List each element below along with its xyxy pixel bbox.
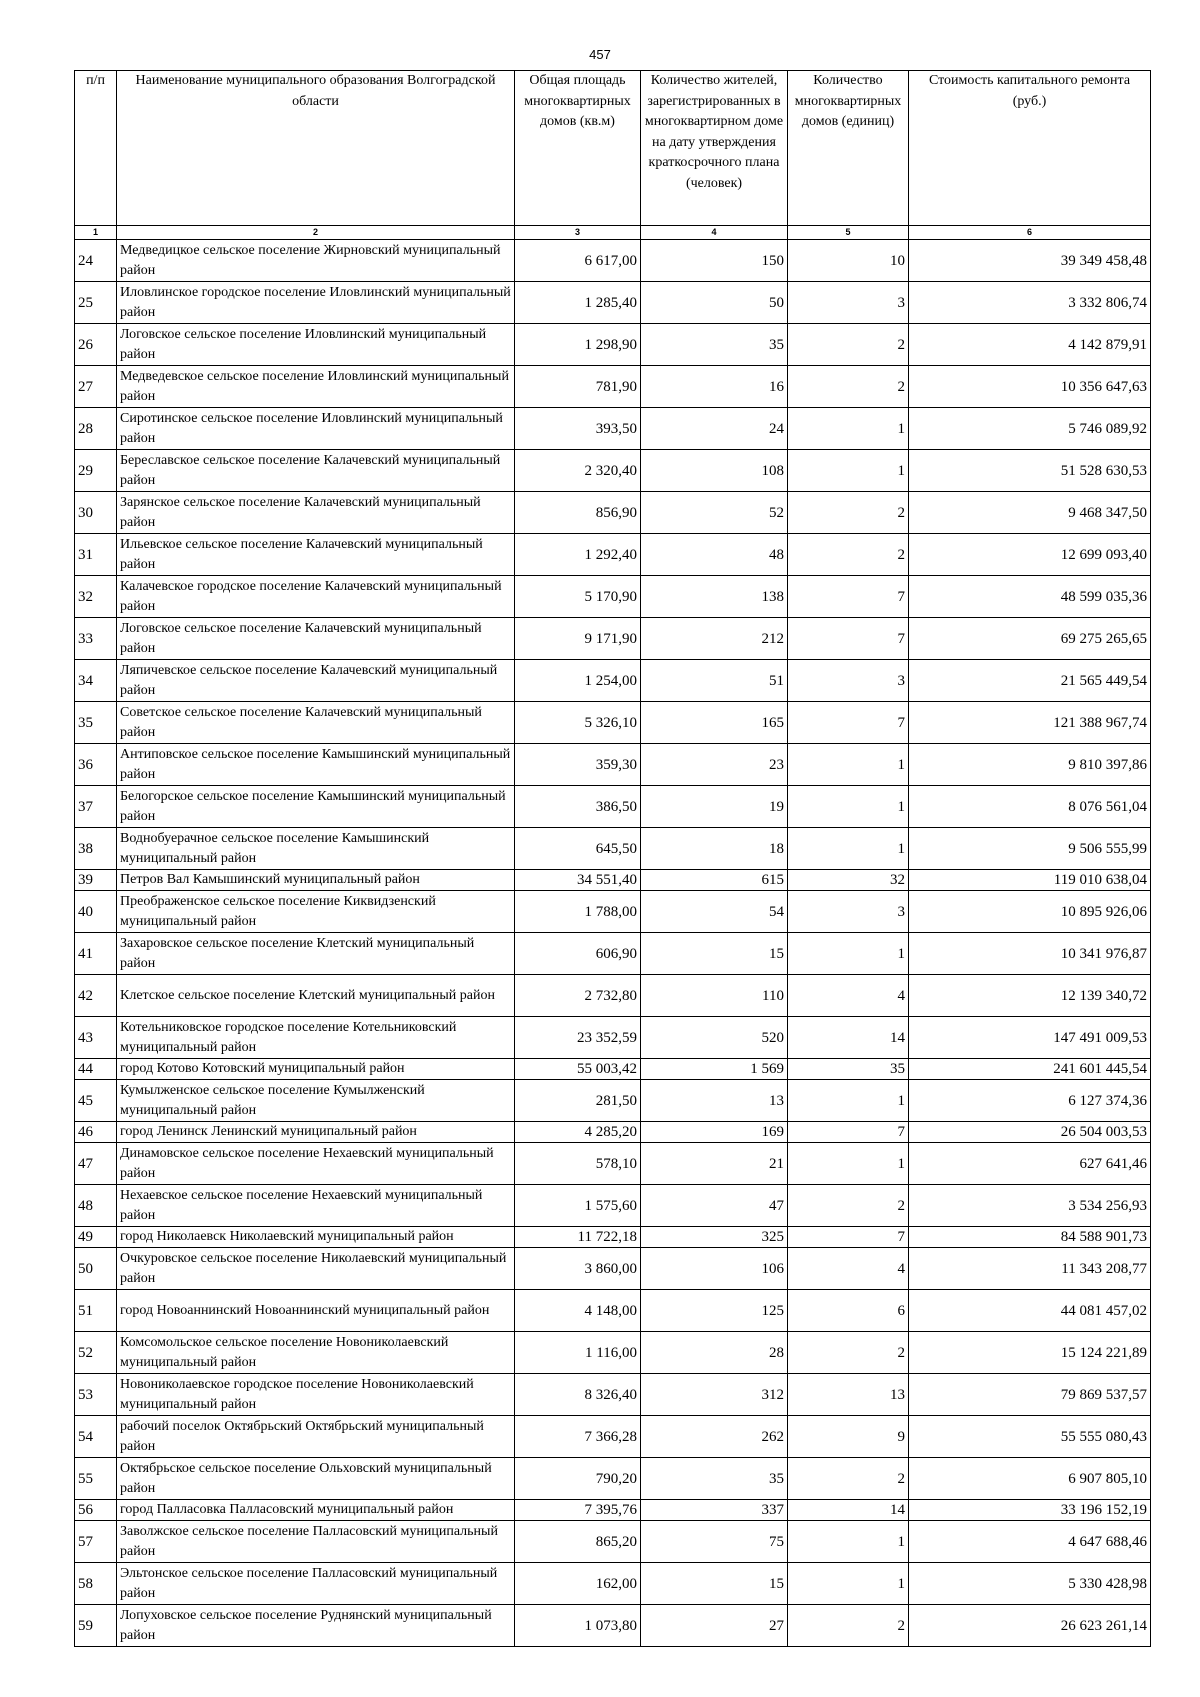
municipality-cell: Кумылженское сельское поселение Кумылженский муниципальный район <box>117 1080 515 1122</box>
houses-cell: 1 <box>788 828 909 870</box>
page-number: 457 <box>589 47 611 62</box>
residents-cell: 23 <box>641 744 788 786</box>
cost-cell: 33 196 152,19 <box>909 1500 1151 1521</box>
area-cell: 359,30 <box>515 744 641 786</box>
area-cell: 781,90 <box>515 366 641 408</box>
area-cell: 1 788,00 <box>515 891 641 933</box>
cost-cell: 10 356 647,63 <box>909 366 1151 408</box>
municipality-cell: рабочий поселок Октябрьский Октябрьский муниципальный район <box>117 1416 515 1458</box>
municipality-cell: город Палласовка Палласовский муниципальный район <box>117 1500 515 1521</box>
table-row <box>75 492 1151 534</box>
cost-cell: 84 588 901,73 <box>909 1227 1151 1248</box>
municipality-cell: Лопуховское сельское поселение Руднянский муниципальный район <box>117 1605 515 1647</box>
residents-cell: 110 <box>641 975 788 1017</box>
row-index-cell: 30 <box>75 492 117 534</box>
area-cell: 162,00 <box>515 1563 641 1605</box>
row-index-cell: 31 <box>75 534 117 576</box>
cost-cell: 11 343 208,77 <box>909 1248 1151 1290</box>
area-cell: 4 285,20 <box>515 1122 641 1143</box>
row-index-cell: 29 <box>75 450 117 492</box>
row-index-cell: 53 <box>75 1374 117 1416</box>
residents-cell: 75 <box>641 1521 788 1563</box>
municipality-cell: Ляпичевское сельское поселение Калачевский муниципальный район <box>117 660 515 702</box>
municipality-cell: Котельниковское городское поселение Котельниковский муниципальный район <box>117 1017 515 1059</box>
area-cell: 4 148,00 <box>515 1290 641 1332</box>
table-row <box>75 1416 1151 1458</box>
municipality-cell: Петров Вал Камышинский муниципальный район <box>117 870 515 891</box>
cost-cell: 15 124 221,89 <box>909 1332 1151 1374</box>
municipality-cell: Белогорское сельское поселение Камышинский муниципальный район <box>117 786 515 828</box>
table-row <box>75 1374 1151 1416</box>
table-row <box>75 744 1151 786</box>
cost-cell: 147 491 009,53 <box>909 1017 1151 1059</box>
houses-cell: 7 <box>788 1227 909 1248</box>
table-row <box>75 1227 1151 1248</box>
column-number: 5 <box>788 226 909 240</box>
municipality-cell: Захаровское сельское поселение Клетский муниципальный район <box>117 933 515 975</box>
area-cell: 6 617,00 <box>515 240 641 282</box>
houses-cell: 7 <box>788 702 909 744</box>
table-row <box>75 282 1151 324</box>
municipality-cell: город Николаевск Николаевский муниципальный район <box>117 1227 515 1248</box>
residents-cell: 150 <box>641 240 788 282</box>
row-index-cell: 24 <box>75 240 117 282</box>
houses-cell: 7 <box>788 1122 909 1143</box>
area-cell: 7 395,76 <box>515 1500 641 1521</box>
residents-cell: 19 <box>641 786 788 828</box>
residents-cell: 54 <box>641 891 788 933</box>
cost-cell: 9 810 397,86 <box>909 744 1151 786</box>
row-index-cell: 42 <box>75 975 117 1017</box>
area-cell: 386,50 <box>515 786 641 828</box>
residents-cell: 18 <box>641 828 788 870</box>
residents-cell: 520 <box>641 1017 788 1059</box>
cost-cell: 48 599 035,36 <box>909 576 1151 618</box>
cost-cell: 121 388 967,74 <box>909 702 1151 744</box>
houses-cell: 14 <box>788 1017 909 1059</box>
municipality-cell: Нехаевское сельское поселение Нехаевский муниципальный район <box>117 1185 515 1227</box>
table-row <box>75 240 1151 282</box>
column-number: 4 <box>641 226 788 240</box>
houses-cell: 1 <box>788 1521 909 1563</box>
residents-cell: 108 <box>641 450 788 492</box>
table-row <box>75 450 1151 492</box>
residents-cell: 27 <box>641 1605 788 1647</box>
table-row <box>75 1332 1151 1374</box>
table-row <box>75 1080 1151 1122</box>
municipality-cell: город Ленинск Ленинский муниципальный район <box>117 1122 515 1143</box>
row-index-cell: 54 <box>75 1416 117 1458</box>
cost-cell: 12 139 340,72 <box>909 975 1151 1017</box>
municipality-cell: Новониколаевское городское поселение Новониколаевский муниципальный район <box>117 1374 515 1416</box>
row-index-cell: 50 <box>75 1248 117 1290</box>
residents-cell: 47 <box>641 1185 788 1227</box>
table-row <box>75 1122 1151 1143</box>
houses-cell: 3 <box>788 660 909 702</box>
table-row <box>75 870 1151 891</box>
houses-cell: 2 <box>788 1332 909 1374</box>
table-row <box>75 408 1151 450</box>
municipality-cell: Октябрьское сельское поселение Ольховский муниципальный район <box>117 1458 515 1500</box>
row-index-cell: 51 <box>75 1290 117 1332</box>
table-row <box>75 1059 1151 1080</box>
area-cell: 2 732,80 <box>515 975 641 1017</box>
row-index-cell: 36 <box>75 744 117 786</box>
cost-cell: 5 746 089,92 <box>909 408 1151 450</box>
municipality-cell: Антиповское сельское поселение Камышинский муниципальный район <box>117 744 515 786</box>
row-index-cell: 45 <box>75 1080 117 1122</box>
table-row <box>75 660 1151 702</box>
table-row <box>75 366 1151 408</box>
municipality-cell: Клетское сельское поселение Клетский муниципальный район <box>117 975 515 1017</box>
residents-cell: 169 <box>641 1122 788 1143</box>
cost-cell: 21 565 449,54 <box>909 660 1151 702</box>
row-index-cell: 57 <box>75 1521 117 1563</box>
row-index-cell: 37 <box>75 786 117 828</box>
area-cell: 1 285,40 <box>515 282 641 324</box>
area-cell: 8 326,40 <box>515 1374 641 1416</box>
municipality-cell: Советское сельское поселение Калачевский муниципальный район <box>117 702 515 744</box>
municipality-cell: Динамовское сельское поселение Нехаевский муниципальный район <box>117 1143 515 1185</box>
cost-cell: 6 127 374,36 <box>909 1080 1151 1122</box>
table-row <box>75 1605 1151 1647</box>
houses-cell: 2 <box>788 534 909 576</box>
table-row <box>75 975 1151 1017</box>
municipality-cell: Преображенское сельское поселение Киквидзенский муниципальный район <box>117 891 515 933</box>
municipality-cell: Воднобуерачное сельское поселение Камышинский муниципальный район <box>117 828 515 870</box>
houses-cell: 3 <box>788 282 909 324</box>
residents-cell: 15 <box>641 1563 788 1605</box>
houses-cell: 4 <box>788 975 909 1017</box>
table-row <box>75 1248 1151 1290</box>
residents-cell: 312 <box>641 1374 788 1416</box>
area-cell: 645,50 <box>515 828 641 870</box>
cost-cell: 3 534 256,93 <box>909 1185 1151 1227</box>
row-index-cell: 58 <box>75 1563 117 1605</box>
municipality-cell: Заволжское сельское поселение Палласовский муниципальный район <box>117 1521 515 1563</box>
cost-cell: 10 341 976,87 <box>909 933 1151 975</box>
municipality-cell: Комсомольское сельское поселение Новониколаевский муниципальный район <box>117 1332 515 1374</box>
residents-cell: 262 <box>641 1416 788 1458</box>
area-cell: 578,10 <box>515 1143 641 1185</box>
cost-cell: 10 895 926,06 <box>909 891 1151 933</box>
area-cell: 1 575,60 <box>515 1185 641 1227</box>
row-index-cell: 47 <box>75 1143 117 1185</box>
area-cell: 790,20 <box>515 1458 641 1500</box>
residents-cell: 50 <box>641 282 788 324</box>
row-index-cell: 46 <box>75 1122 117 1143</box>
houses-cell: 1 <box>788 1563 909 1605</box>
residents-cell: 106 <box>641 1248 788 1290</box>
houses-cell: 7 <box>788 576 909 618</box>
residents-cell: 212 <box>641 618 788 660</box>
table-header <box>75 71 1151 226</box>
municipality-cell: Медведевское сельское поселение Иловлинский муниципальный район <box>117 366 515 408</box>
row-index-cell: 32 <box>75 576 117 618</box>
residents-cell: 615 <box>641 870 788 891</box>
cost-cell: 79 869 537,57 <box>909 1374 1151 1416</box>
houses-cell: 35 <box>788 1059 909 1080</box>
header-residents: Количество жителей, зарегистрированных в многоквартирном доме на дату утверждения краткосрочного плана (человек) <box>641 71 788 226</box>
cost-cell: 12 699 093,40 <box>909 534 1151 576</box>
cost-cell: 26 623 261,14 <box>909 1605 1151 1647</box>
municipality-cell: Логовское сельское поселение Иловлинский муниципальный район <box>117 324 515 366</box>
table-row <box>75 786 1151 828</box>
table-row <box>75 828 1151 870</box>
houses-cell: 2 <box>788 1458 909 1500</box>
header-row <box>75 71 1151 226</box>
cost-cell: 51 528 630,53 <box>909 450 1151 492</box>
area-cell: 1 073,80 <box>515 1605 641 1647</box>
residents-cell: 51 <box>641 660 788 702</box>
residents-cell: 48 <box>641 534 788 576</box>
cost-cell: 44 081 457,02 <box>909 1290 1151 1332</box>
residents-cell: 24 <box>641 408 788 450</box>
houses-cell: 2 <box>788 1605 909 1647</box>
area-cell: 1 116,00 <box>515 1332 641 1374</box>
cost-cell: 6 907 805,10 <box>909 1458 1151 1500</box>
table-row <box>75 1500 1151 1521</box>
table-row <box>75 891 1151 933</box>
municipality-cell: Иловлинское городское поселение Иловлинский муниципальный район <box>117 282 515 324</box>
municipality-cell: Ильевское сельское поселение Калачевский муниципальный район <box>117 534 515 576</box>
column-number: 3 <box>515 226 641 240</box>
row-index-cell: 33 <box>75 618 117 660</box>
residents-cell: 13 <box>641 1080 788 1122</box>
cost-cell: 4 647 688,46 <box>909 1521 1151 1563</box>
residents-cell: 16 <box>641 366 788 408</box>
table-row <box>75 702 1151 744</box>
residents-cell: 52 <box>641 492 788 534</box>
area-cell: 2 320,40 <box>515 450 641 492</box>
residents-cell: 1 569 <box>641 1059 788 1080</box>
residents-cell: 325 <box>641 1227 788 1248</box>
cost-cell: 4 142 879,91 <box>909 324 1151 366</box>
header-houses: Количество многоквартирных домов (единиц) <box>788 71 909 226</box>
cost-cell: 241 601 445,54 <box>909 1059 1151 1080</box>
table-row <box>75 1290 1151 1332</box>
houses-cell: 7 <box>788 618 909 660</box>
row-index-cell: 48 <box>75 1185 117 1227</box>
cost-cell: 5 330 428,98 <box>909 1563 1151 1605</box>
area-cell: 34 551,40 <box>515 870 641 891</box>
row-index-cell: 28 <box>75 408 117 450</box>
table-row <box>75 1185 1151 1227</box>
table-row <box>75 933 1151 975</box>
table-row <box>75 618 1151 660</box>
table-row <box>75 1143 1151 1185</box>
cost-cell: 39 349 458,48 <box>909 240 1151 282</box>
cost-cell: 3 332 806,74 <box>909 282 1151 324</box>
houses-cell: 2 <box>788 324 909 366</box>
row-index-cell: 49 <box>75 1227 117 1248</box>
houses-cell: 6 <box>788 1290 909 1332</box>
area-cell: 5 326,10 <box>515 702 641 744</box>
residents-cell: 165 <box>641 702 788 744</box>
area-cell: 7 366,28 <box>515 1416 641 1458</box>
residents-cell: 35 <box>641 1458 788 1500</box>
cost-cell: 55 555 080,43 <box>909 1416 1151 1458</box>
table-row <box>75 1458 1151 1500</box>
houses-cell: 13 <box>788 1374 909 1416</box>
houses-cell: 1 <box>788 744 909 786</box>
cost-cell: 119 010 638,04 <box>909 870 1151 891</box>
area-cell: 865,20 <box>515 1521 641 1563</box>
municipality-cell: Медведицкое сельское поселение Жирновский муниципальный район <box>117 240 515 282</box>
table-row <box>75 1017 1151 1059</box>
cost-cell: 69 275 265,65 <box>909 618 1151 660</box>
area-cell: 3 860,00 <box>515 1248 641 1290</box>
column-number: 1 <box>75 226 117 240</box>
table-row <box>75 324 1151 366</box>
residents-cell: 35 <box>641 324 788 366</box>
municipality-cell: Зарянское сельское поселение Калачевский муниципальный район <box>117 492 515 534</box>
municipality-cell: Эльтонское сельское поселение Палласовский муниципальный район <box>117 1563 515 1605</box>
row-index-cell: 55 <box>75 1458 117 1500</box>
municipality-cell: город Котово Котовский муниципальный район <box>117 1059 515 1080</box>
row-index-cell: 35 <box>75 702 117 744</box>
row-index-cell: 59 <box>75 1605 117 1647</box>
houses-cell: 1 <box>788 1143 909 1185</box>
header-cost: Стоимость капитального ремонта (руб.) <box>909 71 1151 226</box>
row-index-cell: 27 <box>75 366 117 408</box>
area-cell: 1 292,40 <box>515 534 641 576</box>
area-cell: 55 003,42 <box>515 1059 641 1080</box>
row-index-cell: 25 <box>75 282 117 324</box>
row-index-cell: 38 <box>75 828 117 870</box>
houses-cell: 4 <box>788 1248 909 1290</box>
row-index-cell: 44 <box>75 1059 117 1080</box>
municipality-cell: Сиротинское сельское поселение Иловлинский муниципальный район <box>117 408 515 450</box>
houses-cell: 3 <box>788 891 909 933</box>
row-index-cell: 56 <box>75 1500 117 1521</box>
area-cell: 23 352,59 <box>515 1017 641 1059</box>
row-index-cell: 26 <box>75 324 117 366</box>
area-cell: 1 254,00 <box>515 660 641 702</box>
municipality-cell: Очкуровское сельское поселение Николаевский муниципальный район <box>117 1248 515 1290</box>
area-cell: 1 298,90 <box>515 324 641 366</box>
municipality-cell: Логовское сельское поселение Калачевский муниципальный район <box>117 618 515 660</box>
area-cell: 9 171,90 <box>515 618 641 660</box>
residents-cell: 28 <box>641 1332 788 1374</box>
houses-cell: 9 <box>788 1416 909 1458</box>
residents-cell: 125 <box>641 1290 788 1332</box>
houses-cell: 1 <box>788 408 909 450</box>
area-cell: 11 722,18 <box>515 1227 641 1248</box>
houses-cell: 14 <box>788 1500 909 1521</box>
cost-cell: 9 468 347,50 <box>909 492 1151 534</box>
cost-cell: 26 504 003,53 <box>909 1122 1151 1143</box>
municipality-cell: Береславское сельское поселение Калачевский муниципальный район <box>117 450 515 492</box>
municipality-cell: Калачевское городское поселение Калачевский муниципальный район <box>117 576 515 618</box>
residents-cell: 337 <box>641 1500 788 1521</box>
table-row <box>75 1563 1151 1605</box>
houses-cell: 10 <box>788 240 909 282</box>
cost-cell: 9 506 555,99 <box>909 828 1151 870</box>
repair-plan-table <box>74 70 1151 1647</box>
residents-cell: 15 <box>641 933 788 975</box>
column-number-row <box>75 226 1151 240</box>
table-body <box>75 226 1151 1647</box>
area-cell: 5 170,90 <box>515 576 641 618</box>
houses-cell: 2 <box>788 1185 909 1227</box>
houses-cell: 2 <box>788 366 909 408</box>
area-cell: 606,90 <box>515 933 641 975</box>
row-index-cell: 34 <box>75 660 117 702</box>
column-number: 6 <box>909 226 1151 240</box>
row-index-cell: 40 <box>75 891 117 933</box>
houses-cell: 32 <box>788 870 909 891</box>
area-cell: 281,50 <box>515 1080 641 1122</box>
column-number: 2 <box>117 226 515 240</box>
houses-cell: 1 <box>788 786 909 828</box>
header-municipality: Наименование муниципального образования Волгоградской области <box>117 71 515 226</box>
houses-cell: 1 <box>788 933 909 975</box>
table-row <box>75 1521 1151 1563</box>
row-index-cell: 41 <box>75 933 117 975</box>
municipality-cell: город Новоаннинский Новоаннинский муниципальный район <box>117 1290 515 1332</box>
residents-cell: 21 <box>641 1143 788 1185</box>
cost-cell: 627 641,46 <box>909 1143 1151 1185</box>
residents-cell: 138 <box>641 576 788 618</box>
header-area: Общая площадь многоквартирных домов (кв.м) <box>515 71 641 226</box>
area-cell: 393,50 <box>515 408 641 450</box>
houses-cell: 2 <box>788 492 909 534</box>
table-row <box>75 534 1151 576</box>
header-index: п/п <box>75 71 117 226</box>
row-index-cell: 52 <box>75 1332 117 1374</box>
row-index-cell: 39 <box>75 870 117 891</box>
area-cell: 856,90 <box>515 492 641 534</box>
houses-cell: 1 <box>788 450 909 492</box>
cost-cell: 8 076 561,04 <box>909 786 1151 828</box>
table-row <box>75 576 1151 618</box>
houses-cell: 1 <box>788 1080 909 1122</box>
row-index-cell: 43 <box>75 1017 117 1059</box>
